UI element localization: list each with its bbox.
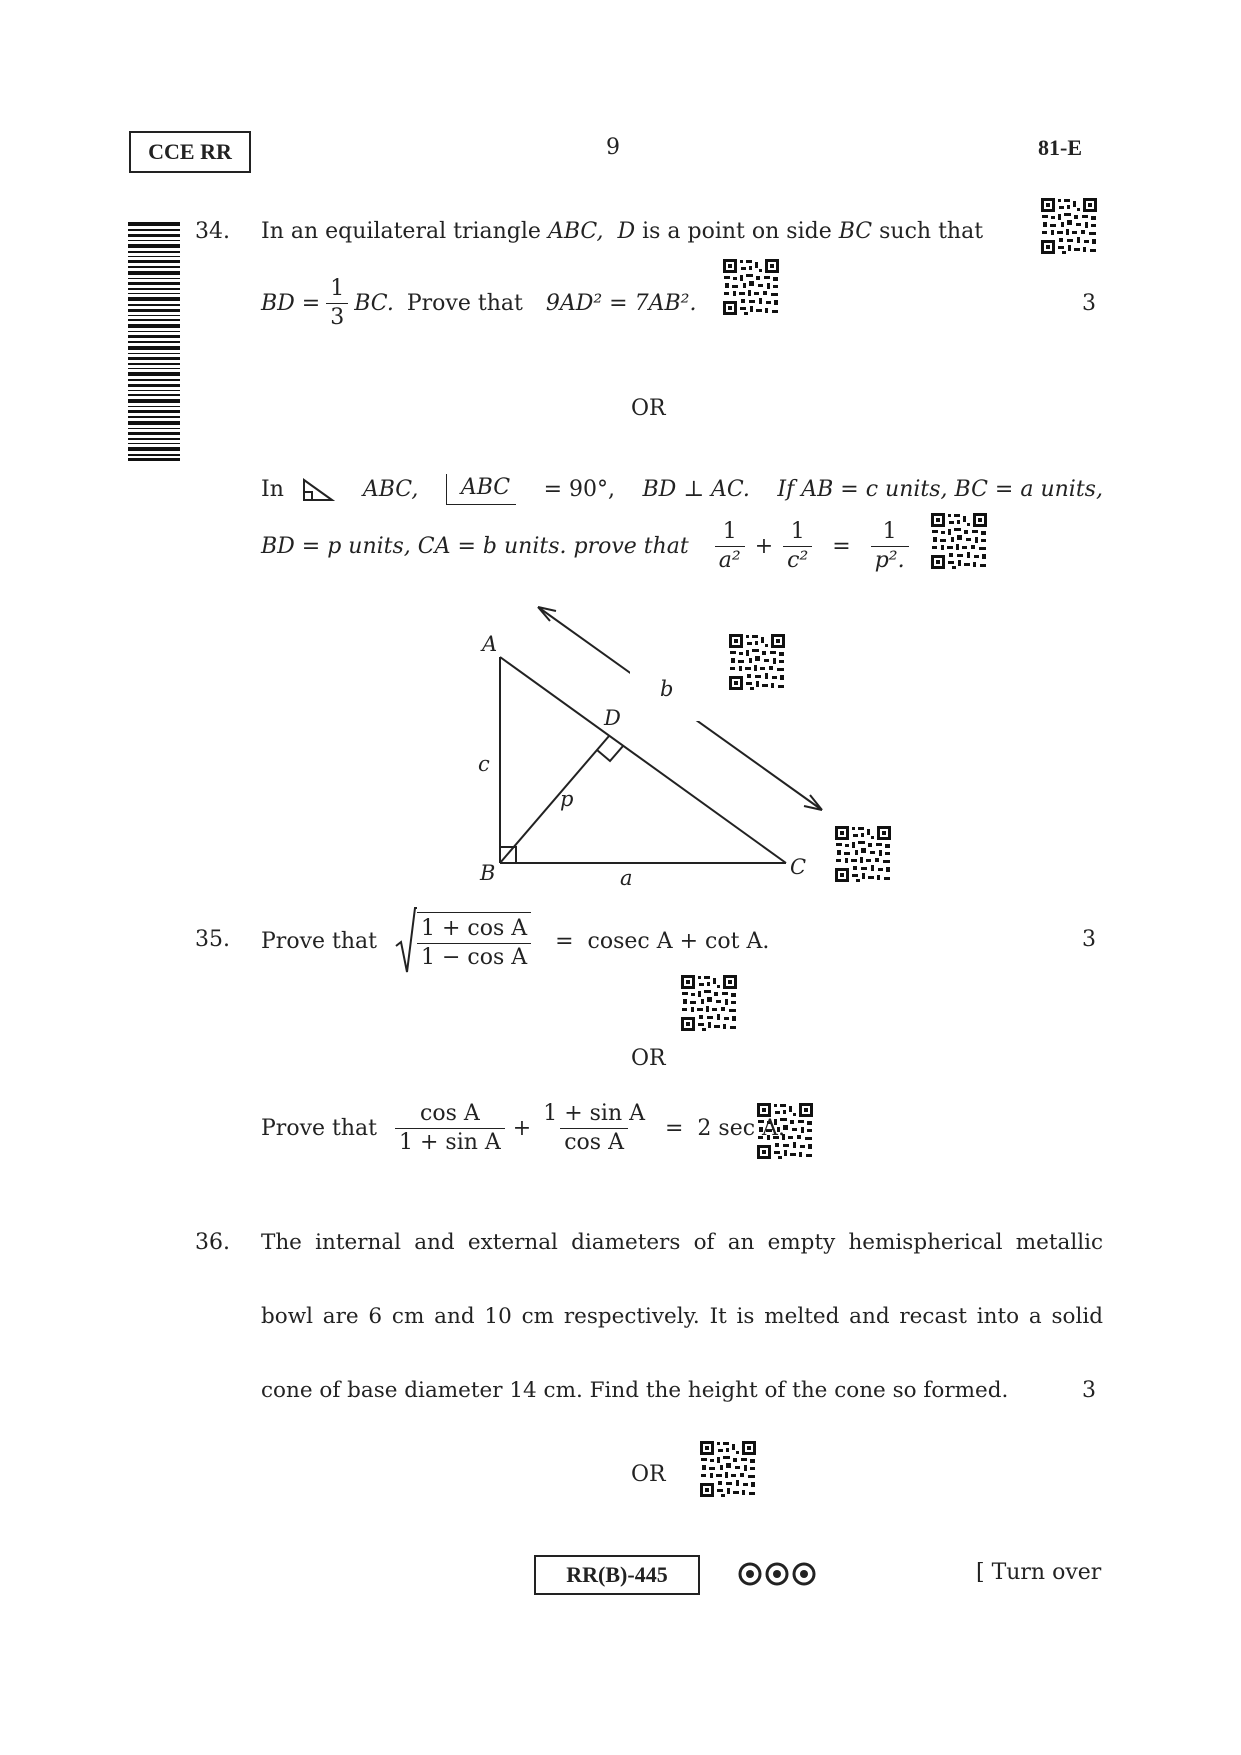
footer-code: RR(B)-445 — [566, 1562, 668, 1587]
q35-sqrt — [395, 906, 531, 978]
qr-code[interactable] — [699, 1440, 757, 1498]
q34-alt-eq90: = 90°, — [543, 476, 616, 502]
q34-text-b: is a point on side — [635, 219, 839, 244]
q34-alt-perp: BD ⊥ AC. — [642, 476, 750, 502]
q34-alt-frac1-den: a² — [715, 546, 745, 575]
q34-text-c: such that — [872, 219, 984, 244]
q34-alt-frac3-den: p². — [871, 546, 909, 575]
label-c-vertex: C — [790, 855, 807, 879]
q34-alt-angle: ABC — [460, 475, 511, 500]
q34-alt-line2 — [261, 518, 909, 575]
q34-abc: ABC, — [547, 219, 604, 244]
q34-line1 — [261, 218, 983, 246]
q34-line2 — [261, 275, 696, 332]
footer-ornament-icon — [737, 1561, 819, 1587]
q36-line1: The internal and external diameters of an empty hemispherical metallic — [261, 1230, 1103, 1255]
q35-alt-frac1 — [395, 1100, 505, 1157]
q34-alt-line1 — [261, 474, 1103, 505]
q34-alt-line2-text: BD = p units, CA = b units. prove that — [261, 533, 689, 559]
q35-prove-that: Prove that — [261, 929, 377, 954]
q35-alt-frac1-den: 1 + sin A — [395, 1128, 505, 1157]
q34-alt-frac2-num: 1 — [790, 519, 805, 544]
q35-rhs: = cosec A + cot A. — [555, 929, 770, 954]
barcode-graphic — [128, 222, 180, 462]
q35-sqrt-num: 1 + cos A — [420, 916, 528, 941]
q34-alt-frac1 — [715, 518, 745, 575]
q34-fraction — [326, 275, 348, 332]
q35-or: OR — [631, 1046, 666, 1071]
q35-sqrt-den: 1 − cos A — [417, 943, 531, 972]
label-b: B — [480, 861, 496, 885]
q35-line — [261, 906, 769, 978]
q34-alt-frac2 — [783, 518, 812, 575]
q35-alt-plus: + — [512, 1115, 532, 1141]
q34-bd-lhs: BD = — [261, 290, 321, 316]
right-angle-d — [597, 746, 623, 761]
q34-bc-end: BC. — [354, 290, 394, 316]
q36-line3: cone of base diameter 14 cm. Find the height of the cone so formed. — [261, 1378, 1009, 1403]
q36-line2: bowl are 6 cm and 10 cm respectively. It is melted and recast into a solid — [261, 1304, 1103, 1329]
qr-code[interactable] — [680, 974, 738, 1032]
q34-alt-frac3-num: 1 — [882, 519, 897, 544]
q34-alt-angle-wrap — [446, 474, 516, 505]
q35-alt-frac1-num: cos A — [420, 1101, 480, 1126]
q34-frac-den: 3 — [326, 303, 348, 332]
label-a: A — [482, 632, 498, 656]
turn-over: [ Turn over — [976, 1560, 1102, 1585]
label-side-a: a — [620, 866, 633, 890]
qr-code[interactable] — [722, 258, 780, 316]
paper-code-left-text: CCE RR — [148, 139, 232, 164]
qr-code[interactable] — [1040, 197, 1098, 255]
q34-bc: BC — [838, 219, 873, 244]
radical-icon — [395, 906, 417, 978]
label-d: D — [604, 706, 621, 730]
q34-alt-if: If AB = c units, BC = a units, — [777, 476, 1103, 502]
page-number: 9 — [606, 135, 620, 160]
q35-alt-line — [261, 1100, 785, 1157]
q35-alt-frac2-den: cos A — [560, 1128, 628, 1157]
q34-d: D — [617, 219, 636, 244]
q35-alt-prove-that: Prove that — [261, 1115, 377, 1141]
q34-alt-frac3 — [871, 518, 909, 575]
triangle-figure — [470, 595, 830, 905]
q34-alt-frac2-den: c² — [783, 546, 812, 575]
q34-frac-num: 1 — [330, 276, 345, 301]
q35-number: 35. — [195, 927, 230, 952]
q34-or: OR — [631, 396, 666, 421]
q34-alt-frac1-num: 1 — [722, 519, 737, 544]
q35-sqrt-frac — [417, 912, 531, 972]
q34-text-a: In an equilateral triangle — [261, 219, 548, 244]
q35-alt-frac2-num: 1 + sin A — [543, 1101, 646, 1126]
label-side-b: b — [660, 677, 674, 701]
right-triangle-icon — [301, 477, 335, 503]
paper-code-right: 81-E — [1038, 135, 1082, 160]
q35-marks: 3 — [1082, 927, 1096, 952]
label-p: p — [560, 787, 574, 811]
altitude-bd — [500, 736, 609, 863]
q34-number: 34. — [195, 219, 230, 244]
q34-prove-that: Prove that — [399, 290, 530, 316]
q36-marks: 3 — [1082, 1378, 1096, 1403]
label-side-c: c — [478, 752, 490, 776]
q35-alt-frac2 — [539, 1100, 649, 1157]
qr-code[interactable] — [930, 512, 988, 570]
q34-marks: 3 — [1082, 291, 1096, 316]
q36-or: OR — [631, 1462, 666, 1487]
q34-alt-abc: ABC, — [362, 476, 419, 502]
qr-code[interactable] — [834, 825, 892, 883]
q34-alt-equals: = — [832, 533, 851, 559]
barcode — [128, 222, 180, 462]
footer-code-box — [534, 1555, 700, 1595]
q35-alt-rhs: = 2 sec A. — [665, 1115, 785, 1141]
paper-code-left — [129, 131, 251, 173]
q34-prove-eq: 9AD² = 7AB². — [545, 290, 697, 316]
q34-alt-plus: + — [754, 533, 774, 559]
q36-number: 36. — [195, 1230, 230, 1255]
q34-alt-in: In — [261, 476, 284, 502]
